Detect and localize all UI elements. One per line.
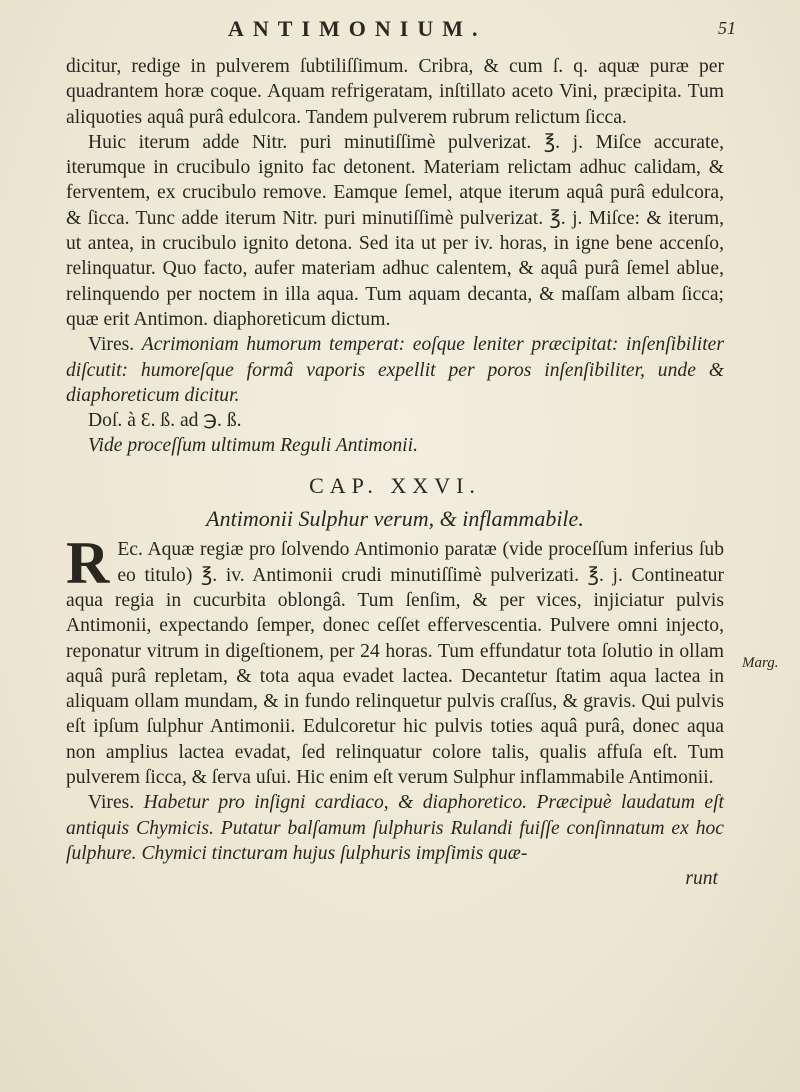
drop-cap: R: [66, 530, 110, 597]
body-text: [66, 54, 724, 892]
vires-paragraph: [66, 332, 724, 408]
recipe-text: Ec. Aquæ regiæ pro ſolvendo Antimonio paratæ (vide proceſſum inferius ſub eo titulo) ℥. iv. Antimonii crudi minutiſſimè pulverizati. ℥. j. Contineatur aqua regia in cucurbita oblongâ. Tum ſenſim, & per vices, injiciatur pulvis Antimonii, expectando ſemper, donec ceſſet effervescentia. Pulvere omni injecto, reponatur vitrum in digeſtionem, per 24 horas. Tum effundatur tota ſolutio in ollam aquâ purâ repletam, & tota aqua evadet lactea. Decantetur ſtatim aqua lactea in aliquam ollam mundam, & in fundo relinquetur pulvis craſſus, & gravis. Qui pulvis eſt ipſum ſulphur Antimonii. Edulcoretur hic pulvis toties aquâ purâ, donec aqua non amplius lactea evadat, ſed relinquatur colore talis, qualis affuſa eſt. Tum pulverem ſicca, & ſerva uſui. Hic enim eſt verum Sulphur inflammabile Antimonii.: [66, 539, 724, 789]
chapter-heading: CAP. XXVI.: [309, 472, 481, 498]
catchword: runt: [685, 868, 718, 890]
recipe-paragraph: [66, 530, 724, 790]
dosis-line: Doſ. à Ɛ. ß. ad ℈. ß.: [88, 410, 242, 432]
vires-text: Acrimoniam humorum temperat: eoſque leniter præcipitat: inſenſibiliter diſcutit: humoreſque formâ vaporis expellit per poros inſenſibiliter, unde & diaphoreticum dicitur.: [66, 334, 724, 406]
running-head: ANTIMONIUM.: [228, 16, 487, 41]
page-number: 51: [718, 18, 736, 38]
margin-note: Marg.: [742, 655, 779, 671]
vires-paragraph: [66, 790, 724, 866]
paragraph: Huic iterum adde Nitr. puri minutiſſimè pulverizat. ℥. j. Miſce accurate, iterumque in crucibulo ignito fac detonent. Materiam relictam adhuc calidam, & ferventem, ex crucibulo remove. Eamque ſemel, atque iterum aquâ purâ edulcora, & ſicca. Tunc adde iterum Nitr. puri minutiſſimè pulverizat. ℥. j. Miſce: & iterum, ut antea, in crucibulo ignito detona. Sed ita ut per iv. horas, in igne bene accenſo, relinquatur. Quo facto, aufer materiam adhuc calentem, & aquâ purâ ſemel ablue, relinquendo per noctem in illa aqua. Tum aquam decanta, & maſſam albam ſicca; quæ erit Antimon. diaphoreticum dictum.: [66, 131, 724, 330]
cross-reference: Vide proceſſum ultimum Reguli Antimonii.: [88, 435, 418, 457]
vires-label: Vires.: [88, 792, 135, 814]
chapter-title: Antimonii Sulphur verum, & inflammabile.: [206, 506, 584, 532]
vires-label: Vires.: [88, 334, 135, 356]
vires-text: Habetur pro inſigni cardiaco, & diaphoretico. Præcipuè laudatum eſt antiquis Chymicis. Putatur balſamum ſulphuris Rulandi fuiſſe conſinnatum ex hoc ſulphure. Chymici tincturam hujus ſulphuris impſimis quæ-: [66, 792, 724, 864]
page-header: [0, 16, 800, 46]
paragraph: dicitur, redige in pulverem ſubtiliſſimum. Cribra, & cum ſ. q. aquæ puræ per quadrantem horæ coque. Aquam refrigeratam, inſtillato aceto Vini, præcipita. Tum aliquoties aquâ purâ edulcora. Tandem pulverem rubrum relictum ſicca.: [66, 56, 724, 128]
